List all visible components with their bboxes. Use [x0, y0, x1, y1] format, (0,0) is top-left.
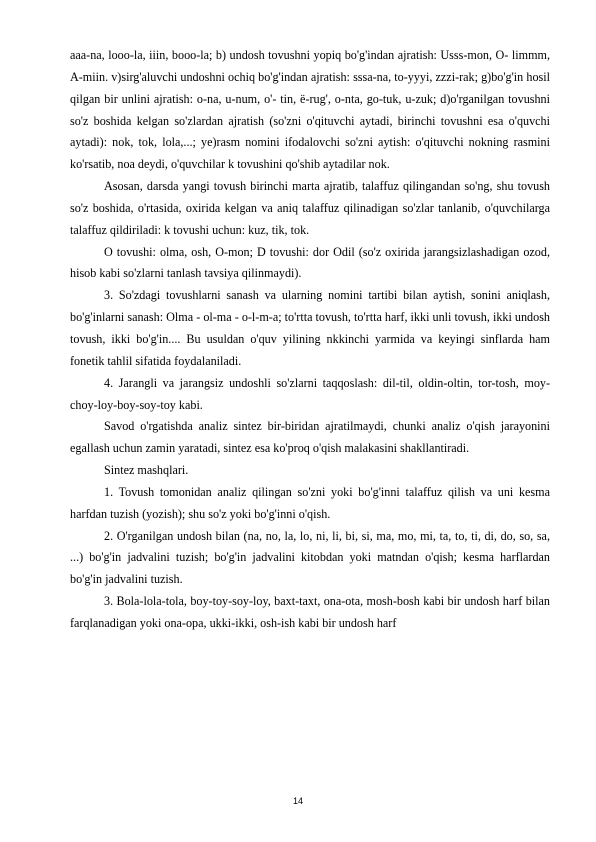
body-text — [70, 45, 550, 635]
paragraph: Savod o'rgatishda analiz sintez bir-biridan ajratilmaydi, chunki analiz o'qish jarayonini egallash uchun zamin yaratadi, sintez esa ko'proq o'qish malakasini shakllantiradi. — [70, 419, 550, 456]
paragraph: 3. So'zdagi tovushlarni sanash va ularning nomini tartibi bilan aytish, sonini aniqlash, bo'g'inlarni sanash: Olma - ol-ma - o-l-m-a; to'rtta tovush, to'rtta harf, ikki unli tovush, ikki undosh tovush, ikki bo'g'in.... Bu usuldan o'quv yilining nkkinchi yarmida va keyingi sinflarda ham fonetik tahlil sifatida foydalaniladi. — [70, 288, 550, 368]
paragraph: 4. Jarangli va jarangsiz undoshli so'zlarni taqqoslash: dil-til, oldin-oltin, tor-tosh, moy-choy-loy-boy-soy-toy kabi. — [70, 375, 550, 412]
paragraph: 3. Bola-lola-tola, boy-toy-soy-loy, baxt-taxt, ona-ota, mosh-bosh kabi bir undosh harf bilan farqlanadigan yoki ona-opa, ukki-ikki, osh-ish kabi bir undosh harf — [70, 594, 550, 630]
paragraph: 1. Tovush tomonidan analiz qilingan so'zni yoki bo'g'inni talaffuz qilish va uni kesma harfdan tuzish (yozish); shu so'z yoki bo'g'inni o'qish. — [70, 484, 550, 521]
paragraph: aaa-na, looo-la, iiin, booo-la; b) undosh tovushni yopiq bo'g'indan ajratish: Usss-mon, O- limmm, A-miin. v)sirg'aluvchi undoshni ochiq bo'g'indan ajratish: sssa-na, to-yyyi, zzzi-rak; g)bo'g'in hosil qilgan bir unlini ajratish: o-na, u-num, o'- tin, ë-rug', o-nta, go-tuk, u-zuk; d)o'rganilgan tovushni so'z boshida kelgan so'zlardan ajratish (so'zni o'qituvchi aytadi, birinchi tovushni esa o'quvchi aytadi): nok, tok, lola,...; ye)rasm nomini ifodalovchi so'zni aytish: o'qituvchi nokning rasmini ko'rsatib, noa deydi, o'quvchilar k tovushini qo'shib aytadilar nok. — [70, 48, 550, 172]
paragraph: Asosan, darsda yangi tovush birinchi marta ajratib, talaffuz qilingandan so'ng, shu tovush so'z boshida, o'rtasida, oxirida kelgan va aniq talaffuz qilinadigan so'zlar tanlanib, o'quvchilarga talaffuz qildiriladi: k tovushi uchun: kuz, tik, tok. — [70, 179, 550, 237]
page-number: 14 — [292, 796, 303, 806]
paragraph: 2. O'rganilgan undosh bilan (na, no, la, lo, ni, li, bi, si, ma, mo, mi, ta, to, ti, di, do, so, sa, ...) bo'g'in jadvalini tuzish; bo'g'in jadvalini kitobdan yoki matndan o'qish; kesma harflardan bo'g'in jadvalini tuzish. — [70, 528, 550, 587]
section-heading: Sintez mashqlari. — [104, 463, 189, 478]
paragraph: O tovushi: olma, osh, O-mon; D tovushi: dor Odil (so'z oxirida jarangsizlashadigan ozod, hisob kabi so'zlarni tanlash tavsiya qilinmaydi). — [70, 244, 550, 281]
